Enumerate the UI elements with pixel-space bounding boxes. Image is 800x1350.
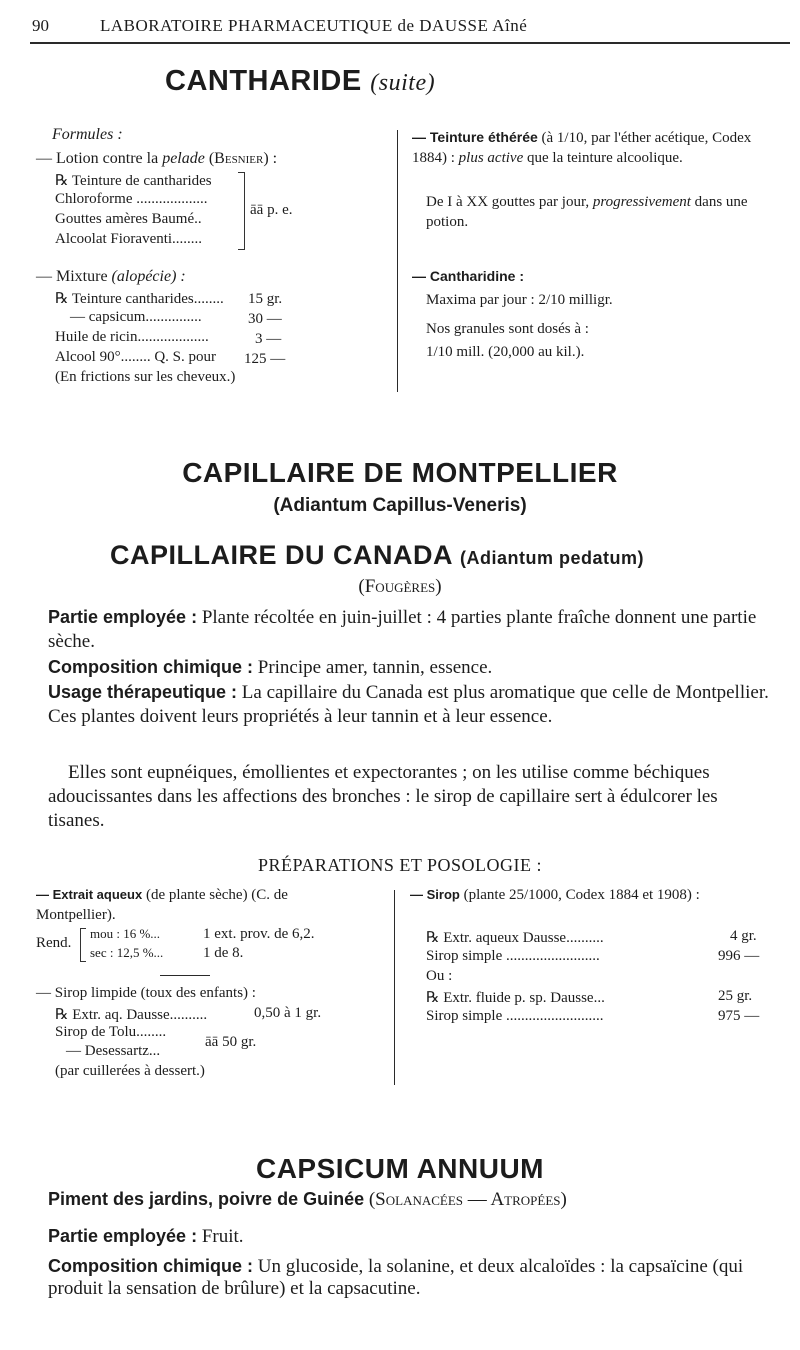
sirop-block (410, 885, 785, 905)
capillaire-usage-label: Usage thérapeutique : (48, 682, 238, 702)
capillaire-composition (48, 655, 778, 680)
capsicum-subtitle-main: Piment des jardins, poivre de Guinée (48, 1189, 365, 1209)
capsicum-partie (48, 1226, 244, 1248)
sirop-item-2: Sirop simple ......................... (426, 948, 600, 964)
running-title: LABORATOIRE PHARMACEUTIQUE de DAUSSE Aîné (100, 16, 528, 35)
extrait-block (36, 885, 371, 925)
capillaire-composition-label: Composition chimique : (48, 657, 253, 677)
sirop-qty-2: 996 — (718, 948, 760, 964)
capillaire-title-2-latin: (Adiantum pedatum) (460, 548, 645, 568)
capillaire-partie (48, 605, 778, 654)
teinture-text2: que la teinture alcoolique. (527, 150, 683, 166)
cantharidine-dose: 1/10 mill. (20,000 au kil.). (426, 344, 585, 360)
capsicum-subtitle-family: (Solanacées — Atropées) (368, 1189, 567, 1210)
capsicum-composition (48, 1255, 773, 1300)
capillaire-title-2 (110, 540, 644, 571)
lotion-intro-text: — Lotion contre la (36, 150, 159, 167)
capillaire-family: (Fougères) (358, 576, 442, 597)
capsicum-composition-text: Un glucoside, la solanine, et deux alcaloïdes : la capsaïcine (qui produit la sensation de brûlure) et la capsacutine. (48, 1256, 744, 1299)
sirop-limpide-note: (par cuillerées à dessert.) (55, 1063, 205, 1079)
sirop-limpide: — Sirop limpide (toux des enfants) : (36, 985, 256, 1001)
mixture-item-1: ℞ Teinture cantharides........ (55, 291, 224, 307)
column-divider-2 (394, 890, 395, 1085)
lotion-author: (Besnier) : (208, 150, 278, 167)
lotion-qty: āā p. e. (250, 202, 293, 218)
sirop-limpide-qty-1: 0,50 à 1 gr. (254, 1005, 322, 1021)
rend-brace (80, 928, 86, 962)
rend-row-1-b: 1 ext. prov. de 6,2. (203, 926, 315, 942)
capsicum-subtitle (48, 1189, 567, 1211)
mixture-item-2: — capsicum............... (70, 309, 202, 325)
teinture-italic: plus active (458, 150, 524, 166)
mixture-intro (36, 268, 186, 286)
mixture-qty-4: 125 — (244, 351, 286, 367)
mixture-item-4: Alcool 90°........ Q. S. pour (55, 349, 216, 365)
mixture-note: (En frictions sur les cheveux.) (55, 369, 236, 385)
lotion-item-1: ℞ Teinture de cantharides (55, 173, 212, 189)
page-number: 90 (32, 16, 49, 35)
sirop-item-3: Ou : (426, 968, 453, 984)
teinture-dosage (426, 192, 786, 232)
mixture-qty-3: 3 — (255, 331, 282, 347)
cantharide-title-text: CANTHARIDE (165, 65, 362, 97)
lotion-item-2: Chloroforme ................... (55, 191, 208, 207)
prep-short-rule (160, 975, 210, 976)
rend-row-2-a: sec : 12,5 %... (90, 945, 164, 960)
mixture-intro-text: — Mixture (36, 268, 108, 285)
teinture-text1: (à 1/10, par l'éther acétique, Codex 1884) : (412, 130, 752, 166)
rend-row-2-b: 1 de 8. (203, 945, 244, 961)
sirop-limpide-qty-3: āā 50 gr. (205, 1034, 257, 1050)
teinture-block (412, 127, 782, 168)
cantharidine-granules: Nos granules sont dosés à : (426, 321, 589, 337)
capillaire-composition-text: Principe amer, tannin, essence. (257, 657, 493, 678)
capillaire-usage (48, 680, 773, 729)
teinture-label: — Teinture éthérée (412, 129, 538, 145)
capillaire-title-1: CAPILLAIRE DE MONTPELLIER (182, 457, 618, 488)
capsicum-partie-label: Partie employée : (48, 1226, 198, 1246)
lotion-pelade: pelade (162, 150, 205, 167)
sirop-item-1: ℞ Extr. aqueux Dausse.......... (426, 930, 604, 946)
mixture-qty-2: 30 — (248, 311, 282, 327)
sirop-limpide-item-3: — Desessartz... (66, 1043, 161, 1059)
capillaire-subtitle-1: (Adiantum Capillus-Veneris) (273, 495, 527, 516)
lotion-item-3: Gouttes amères Baumé.. (55, 211, 202, 227)
extrait-label: — Extrait aqueux (36, 887, 143, 902)
sirop-limpide-item-2: Sirop de Tolu........ (55, 1024, 167, 1040)
rend-label: Rend. (36, 935, 72, 951)
sirop-item-5: Sirop simple .......................... (426, 1008, 604, 1024)
sirop-limpide-item-1: ℞ Extr. aq. Dausse.......... (55, 1007, 208, 1023)
cantharidine-max: Maxima par jour : 2/10 milligr. (426, 292, 613, 308)
sirop-text: (plante 25/1000, Codex 1884 et 1908) : (463, 887, 700, 903)
mixture-item-3: Huile de ricin................... (55, 329, 209, 345)
sirop-qty-5: 975 — (718, 1008, 760, 1024)
cantharide-title-suffix: (suite) (370, 70, 436, 96)
sirop-qty-4: 25 gr. (718, 988, 753, 1004)
cantharide-title (165, 65, 435, 98)
formules-label: Formules : (52, 126, 123, 143)
mixture-italic: (alopécie) : (111, 268, 186, 285)
capsicum-partie-text: Fruit. (201, 1226, 244, 1247)
capillaire-usage-para2: Elles sont eupnéiques, émollientes et expectorantes ; on les utilise comme béchiques adoucissantes dans les affections des bronches : le sirop de capillaire sert à édulcorer les tisanes. (48, 762, 718, 831)
capsicum-title: CAPSICUM ANNUUM (255, 1153, 544, 1184)
capillaire-partie-text: Plante récoltée en juin-juillet : 4 parties plante fraîche donnent une partie sèche. (48, 607, 757, 652)
lotion-brace (238, 172, 245, 250)
lotion-item-4: Alcoolat Fioraventi........ (55, 231, 203, 247)
teinture-text4: dans une potion. (426, 194, 748, 230)
preparations-title: PRÉPARATIONS ET POSOLOGIE : (257, 855, 543, 875)
sirop-item-4: ℞ Extr. fluide p. sp. Dausse... (426, 990, 605, 1006)
sirop-qty-1: 4 gr. (730, 928, 757, 944)
teinture-text3: De I à XX gouttes par jour, (426, 194, 590, 210)
capillaire-title-2-text: CAPILLAIRE DU CANADA (110, 540, 452, 570)
capillaire-partie-label: Partie employée : (48, 607, 198, 627)
column-divider-1 (397, 130, 398, 392)
mixture-qty-1: 15 gr. (248, 291, 283, 307)
header-rule (30, 42, 790, 44)
capillaire-usage-text: La capillaire du Canada est plus aromatique que celle de Montpellier. Ces plantes doivent leurs propriétés à leur tannin et à leur essence. (48, 682, 769, 727)
lotion-intro (36, 150, 277, 168)
capsicum-composition-label: Composition chimique : (48, 1256, 253, 1276)
cantharidine-label: — Cantharidine : (412, 268, 525, 284)
teinture-italic2: progressivement (592, 194, 691, 210)
extrait-text: (de plante sèche) (C. de Montpellier). (36, 887, 288, 923)
sirop-label: — Sirop (410, 887, 460, 902)
rend-row-1-a: mou : 16 %... (90, 926, 161, 941)
